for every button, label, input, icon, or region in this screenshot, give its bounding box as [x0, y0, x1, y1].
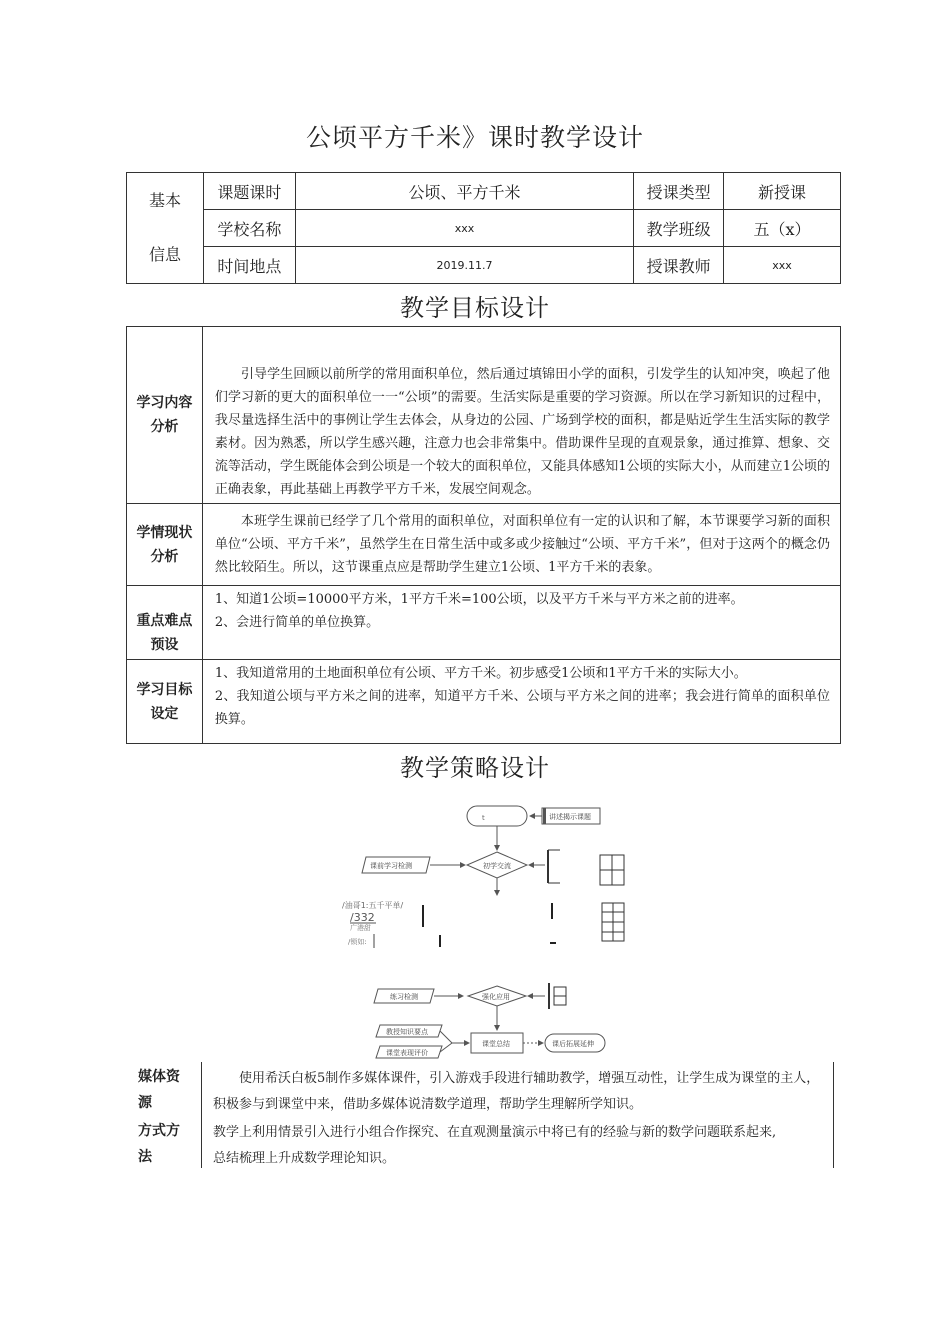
flow-extension-label: 课后拓展延伸	[552, 1040, 594, 1048]
flow-summary-2-label: 课堂表现评价	[386, 1049, 428, 1057]
flow-summary-1-label: 教授知识要点	[386, 1028, 428, 1036]
media-table	[128, 1064, 838, 1172]
info-key: 时间地点	[203, 247, 295, 284]
flow-start	[467, 806, 527, 826]
info-value: xxx	[724, 247, 841, 284]
goals-table	[126, 326, 841, 744]
media-label: 媒体资 源	[138, 1069, 180, 1111]
info-value: 2019.11.7	[295, 247, 634, 284]
info-value: 五（x）	[724, 210, 841, 247]
flow-grid-2	[602, 903, 624, 941]
flow-decision-1-label: 初学交流	[483, 862, 511, 870]
flow-side-4: /锁如:	[348, 938, 367, 946]
flow-side-1: /油哥1:五千平单/	[342, 901, 404, 910]
info-value: 公顷、平方千米	[295, 173, 634, 210]
goal-label: 学情现状 分析	[127, 504, 203, 586]
goal-text: 引导学生回顾以前所学的常用面积单位，然后通过填锦田小学的面积，引发学生的认知冲突，唤起了他们学习新的更大的面积单位一一“公顷”的需要。生活实际是重要的学习资源。所以在学习新知识的过程中，我尽量选择生活中的事例让学生去体会，从身边的公园、广场到学校的面积，都是贴近学生生活实际的教学素材。因为熟悉，所以学生感兴趣，注意力也会非常集中。借助课件呈现的直观景象，通过推算、想象、交流等活动，学生既能体会到公顷是一个较大的面积单位，又能具体感知1公顷的实际大小，从而建立1公顷的正确表象，再此基础上再教学平方千米，发展空间观念。	[202, 327, 840, 504]
strategy-section-title: 教学策略设计	[400, 754, 550, 782]
info-key: 授课教师	[634, 247, 724, 284]
info-key: 课题课时	[203, 173, 295, 210]
flow-grid-1	[600, 855, 624, 885]
goal-text: 1、我知道常用的土地面积单位有公顷、平方千米。初步感受1公顷和1平方千米的实际大小。 2、我知道公顷与平方米之间的进率，知道平方千米、公顷与平方米之间的进率；我会进行简单的面积单位换算。	[202, 660, 840, 744]
flow-intro-label: 讲述揭示课题	[549, 813, 591, 821]
info-value: 新授课	[724, 173, 841, 210]
basic-info-group-label: 基本 信息	[127, 173, 204, 284]
method-text: 教学上利用情景引入进行小组合作探究、在直观测量演示中将已有的经验与新的数学问题联系起来, 总结梳理上升成数学理论知识。	[213, 1125, 777, 1166]
method-label: 方式方 法	[138, 1123, 180, 1165]
basic-info-table	[126, 172, 841, 284]
flow-start-label: t	[482, 814, 485, 822]
flow-side-3: 广港甜	[350, 924, 371, 932]
goal-text: 1、知道1公顷=10000平方米，1平方千米=100公顷，以及平方千米与平方米之前的进率。 2、会进行简单的单位换算。	[202, 586, 840, 660]
info-value: xxx	[295, 210, 634, 247]
info-key: 学校名称	[203, 210, 295, 247]
info-key: 授课类型	[634, 173, 724, 210]
goal-label: 重点难点 预设	[127, 586, 203, 660]
info-key: 教学班级	[634, 210, 724, 247]
goal-label: 学习内容 分析	[127, 327, 203, 504]
goal-label: 学习目标 设定	[127, 660, 203, 744]
page-title: 公顷平方千米》课时教学设计	[305, 123, 644, 152]
flow-side-2: /332	[350, 911, 375, 924]
goals-section-title: 教学目标设计	[400, 294, 550, 322]
flow-decision-2-label: 强化应用	[482, 993, 510, 1001]
flow-pre-test-label: 课前学习检测	[370, 862, 412, 870]
flow-class-summary-label: 课堂总结	[482, 1040, 510, 1048]
goal-text: 本班学生课前已经学了几个常用的面积单位，对面积单位有一定的认识和了解，本节课要学习新的面积单位“公顷、平方千米”，虽然学生在日常生活中或多或少接触过“公顷、平方千米”，但对于这两个的概念仍然比较陌生。所以，这节课重点应是帮助学生建立1公顷、1平方千米的表象。	[202, 504, 840, 586]
media-text: 使用希沃白板5制作多媒体课件，引入游戏手段进行辅助教学，增强互动性，让学生成为课堂的主人，积极参与到课堂中来，借助多媒体说清数学道理，帮助学生理解所学知识。	[213, 1071, 820, 1112]
teaching-flowchart	[330, 795, 640, 1060]
flow-practice-test-label: 练习检测	[390, 993, 418, 1001]
